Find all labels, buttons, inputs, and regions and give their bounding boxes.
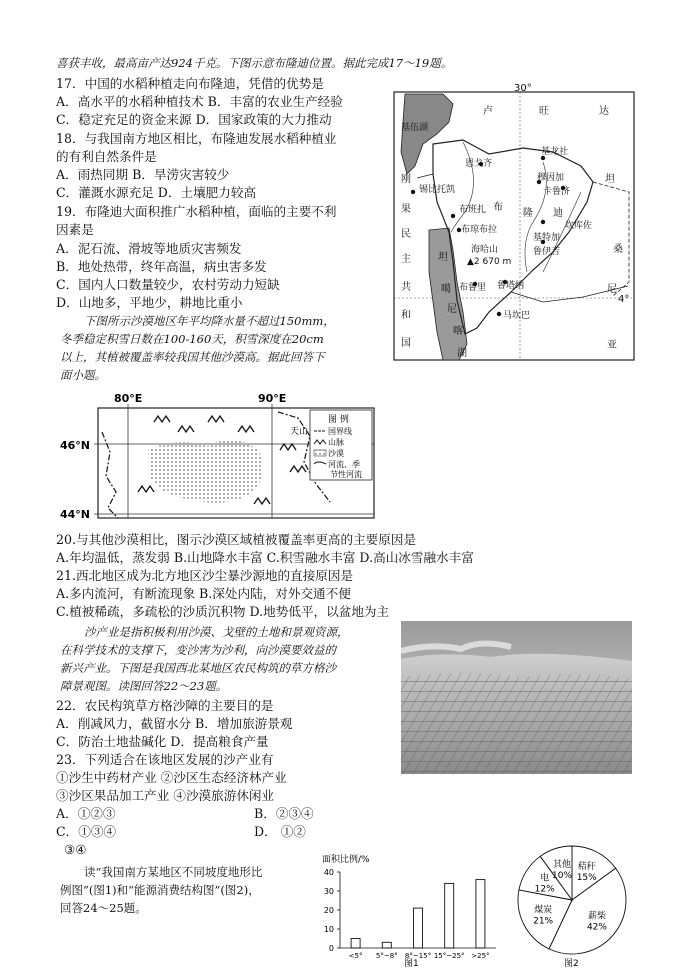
q21-options-cd: C.植被稀疏，多疏松的沙质沉积物 D.地势低平，以盆地为主 <box>56 604 390 619</box>
pie-slice-value: 10% <box>551 871 572 882</box>
figure2-caption: 图2 <box>564 959 579 969</box>
y-tick-label: 0 <box>328 944 334 953</box>
pie-slice-name: 煤炭 <box>534 905 553 916</box>
map-label: 布班扎 <box>459 205 487 215</box>
q17-options-cd: C．稳定充足的资金来源 D．国家政策的大力推动 <box>56 112 332 127</box>
x-tick-label: >25° <box>471 952 490 960</box>
q19-option-c: C．国内人口数量较少，农村劳动力短缺 <box>56 277 280 292</box>
map-label: 喀 <box>453 326 463 337</box>
energy-pie-chart <box>508 842 638 970</box>
x-tick-label: <5° <box>348 952 363 960</box>
map-label: 主 <box>401 254 411 265</box>
map-label: ▲2 670 m <box>467 257 512 267</box>
map-label: 尼 <box>607 284 617 295</box>
q17-stem: 17．中国的水稻种植走向布隆迪，凭借的优势是 <box>56 76 324 91</box>
pie-slice-name: 电 <box>540 873 550 884</box>
q17-options-ab: A．高水平的水稻种植技术 B．丰富的农业生产经验 <box>56 94 343 109</box>
map-label: 鲁伊吉 <box>533 247 561 257</box>
map-label: 恩戈齐 <box>465 159 493 169</box>
lon-80-label: 80°E <box>114 392 143 405</box>
pie-slice-name: 其他 <box>552 860 571 871</box>
map-label: 桑 <box>613 244 623 255</box>
bar <box>382 942 391 948</box>
map-label: 迪 <box>553 208 563 219</box>
x-tick-label: 5°~8° <box>375 952 398 960</box>
map-label: 果 <box>401 204 411 215</box>
lon-90-label: 90°E <box>258 392 287 405</box>
x-tick-label: 8°~15° <box>404 952 432 960</box>
q23-items-34: ③沙区果品加工产业 ④沙漠旅游休闲业 <box>56 788 275 803</box>
map-label: 鲁塔纳 <box>497 281 525 291</box>
intro-line: 喜获丰收，最高亩产达924千克。下图示意布隆迪位置。据此完成17～19题。 <box>56 56 453 70</box>
map-label: 隆 <box>523 208 533 219</box>
passage1-line3: 以上，其植被覆盖率较我国其他沙漠高。据此回答下 <box>60 350 325 364</box>
passage1-line1: 下图所示沙漠地区年平均降水量不超过150mm， <box>84 314 335 328</box>
q22-options-cd: C．防治土地盐碱化 D．提高粮食产量 <box>56 734 269 749</box>
q19-stem-2: 因素是 <box>56 222 94 237</box>
lat-4-label: 4° <box>618 294 630 305</box>
lat-44-label: 44°N <box>60 508 91 521</box>
slope-bar-chart <box>316 850 500 970</box>
pie-slice-name: 秸秆 <box>577 862 596 873</box>
map-label: 坎库佐 <box>565 221 593 231</box>
bar <box>414 908 423 948</box>
map-label: 民 <box>401 229 411 240</box>
map-label: 国 <box>401 338 411 349</box>
bar <box>445 883 454 948</box>
map-label: 锡比托凯 <box>419 185 456 195</box>
q21-stem: 21.西北地区成为北方地区沙尘暴沙源地的直接原因是 <box>56 568 354 583</box>
map-label: 基伍湖 <box>401 123 429 133</box>
map-label: 穆因加 <box>537 173 565 183</box>
map-label: 坦 <box>605 174 615 185</box>
legend-item: 河流、季 <box>328 460 360 469</box>
q18-options-cd: C．灌溉水源充足 D．土壤肥力较高 <box>56 185 257 200</box>
bar <box>351 939 360 949</box>
lat-46-label: 46°N <box>60 439 91 452</box>
q20-stem: 20.与其他沙漠相比，图示沙漠区域植被覆盖率更高的主要原因是 <box>56 532 417 547</box>
passage1-line4: 面小题。 <box>60 368 106 382</box>
q22-stem: 22．农民构筑草方格沙障的主要目的是 <box>56 698 274 713</box>
q18-stem-2: 的有利自然条件是 <box>56 149 157 164</box>
pie-slice-name: 薪柴 <box>587 911 606 922</box>
passage2-line1: 沙产业是指积极利用沙漠、戈壁的土地和景观资源， <box>84 625 349 639</box>
legend-item: 节性河流 <box>330 470 362 479</box>
q18-stem-1: 18．与我国南方地区相比，布隆迪发展水稻种植业 <box>56 131 337 146</box>
lon-30-label: 30° <box>514 83 532 94</box>
mountain-label: 天山 <box>290 427 309 437</box>
map-label: 基龙社 <box>541 147 569 157</box>
map-label: 布琼布拉 <box>461 225 498 235</box>
passage2-line4: 障景观图。读图回答22～23题。 <box>60 679 228 693</box>
y-tick-label: 30 <box>323 887 334 896</box>
passage3-line1: 读“我国南方某地区不同坡度地形比 <box>84 865 263 879</box>
q23-option-b: B．②③④ <box>254 806 314 821</box>
legend-item: 国界线 <box>328 427 352 436</box>
desert-map <box>58 392 378 524</box>
q23-stem: 23．下列适合在该地区发展的沙产业有 <box>56 752 274 767</box>
map-label: 海哈山 <box>471 245 499 255</box>
figure1-caption: 图1 <box>404 959 419 969</box>
pie-slice-value: 21% <box>533 916 554 927</box>
q21-options-ab: A.多内流河，有断流现象 B.深处内陆，对外交通不便 <box>56 586 351 601</box>
q22-options-ab: A．削减风力，截留水分 B．增加旅游景观 <box>56 716 293 731</box>
q23-items-12: ①沙生中药材产业 ②沙区生态经济林产业 <box>56 770 287 785</box>
map-label: 尼 <box>447 304 457 315</box>
q23-option-a: A．①②③ <box>56 806 116 821</box>
passage3-line3: 回答24～25题。 <box>60 901 147 915</box>
map-label: 马坎巴 <box>503 311 531 321</box>
y-tick-label: 40 <box>323 868 334 877</box>
map-label: 布鲁里 <box>459 283 487 293</box>
passage1-line2: 冬季稳定积雪日数在100-160天，积雪深度在20cm <box>60 332 324 346</box>
straw-checkerboard-photo <box>401 621 632 774</box>
map-label: 卢 <box>483 106 493 117</box>
chart-ylabel: 面积比例/% <box>322 855 370 865</box>
y-tick-label: 20 <box>323 906 334 915</box>
q19-option-b: B．地处热带，终年高温，病虫害多发 <box>56 259 267 274</box>
map-label: 噶 <box>441 284 451 295</box>
x-tick-label: 15°~25° <box>433 952 465 960</box>
pie-slice-value: 12% <box>534 884 555 895</box>
y-tick-label: 10 <box>323 925 334 934</box>
map-label: 坦 <box>438 252 448 263</box>
map-label: 和 <box>401 310 411 321</box>
passage3-line2: 例图”(图1)和“能源消费结构图”(图2)， <box>60 883 260 897</box>
passage2-line2: 在科学技术的支撑下，变沙害为沙利，向沙漠要效益的 <box>60 643 336 657</box>
map-label: 亚 <box>607 340 617 351</box>
map-label: 共 <box>401 282 411 293</box>
q19-option-d: D．山地多，平地少，耕地比重小 <box>56 295 243 310</box>
map-label: 布 <box>493 202 503 213</box>
q19-stem-1: 19．布隆迪大面积推广水稻种植，面临的主要不利 <box>56 204 337 219</box>
q23-option-d-cont: ③④ <box>64 842 87 857</box>
q18-options-ab: A．雨热同期 B．旱涝灾害较少 <box>56 167 230 182</box>
map-label: 达 <box>599 106 609 117</box>
passage2-line3: 新兴产业。下图是我国西北某地区农民构筑的草方格沙 <box>60 661 336 675</box>
legend-title: 图 例 <box>328 415 349 425</box>
map-label: 刚 <box>401 174 411 185</box>
q19-option-a: A．泥石流、滑坡等地质灾害频发 <box>56 241 242 256</box>
map-label: 湖 <box>457 348 467 359</box>
pie-slice-value: 15% <box>576 873 597 884</box>
q23-option-c: C．①③④ <box>56 824 117 839</box>
q23-option-d: D． ①② <box>254 824 306 839</box>
pie-slice-value: 42% <box>586 922 607 933</box>
map-label: 旺 <box>539 106 549 117</box>
burundi-map <box>393 82 635 362</box>
q20-options: A.年均温低，蒸发弱 B.山地降水丰富 C.积雪融水丰富 D.高山冰雪融水丰富 <box>56 550 474 565</box>
map-label: 卡鲁济 <box>543 187 571 197</box>
bar <box>476 880 485 948</box>
legend-item: 山脉 <box>328 438 344 447</box>
map-label: 基特加 <box>533 233 561 243</box>
legend-item: 沙漠 <box>328 449 344 458</box>
